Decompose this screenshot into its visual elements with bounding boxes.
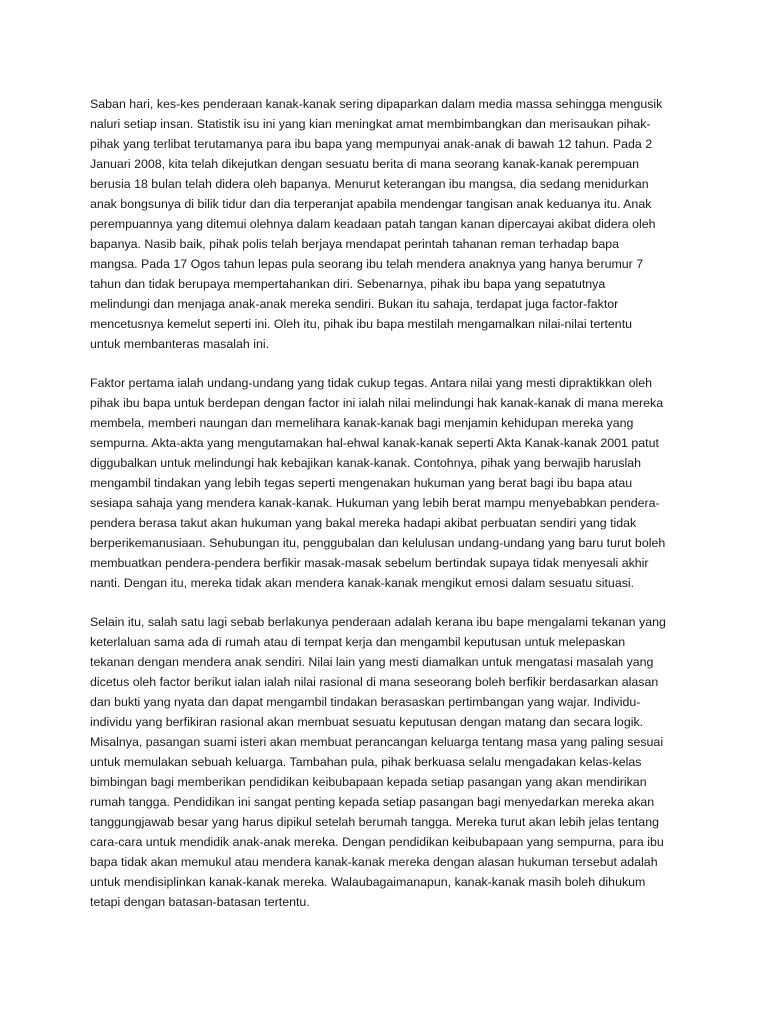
text-line: sempurna. Akta-akta yang mengutamakan hal-ehwal kanak-kanak seperti Akta Kanak-kanak 2001 patut bbox=[90, 436, 659, 450]
text-line: Misalnya, pasangan suami isteri akan membuat perancangan keluarga tentang masa yang paling sesuai bbox=[90, 735, 664, 749]
text-line: diggubalkan untuk melindungi hak kebajikan kanak-kanak. Contohnya, pihak yang berwajib haruslah bbox=[90, 456, 642, 470]
text-line: tetapi dengan batasan-batasan tertentu. bbox=[90, 895, 310, 909]
text-line: rumah tangga. Pendidikan ini sangat penting kepada setiap pasangan bagi menyedarkan mereka akan bbox=[90, 795, 655, 809]
text-line: mengambil tindakan yang lebih tegas seperti mengenakan hukuman yang berat bagi ibu bapa atau bbox=[90, 476, 633, 490]
text-line: cara-cara untuk mendidik anak-anak mereka. Dengan pendidikan keibubapaan yang sempurna, para ibu bbox=[90, 835, 664, 849]
text-line: Selain itu, salah satu lagi sebab berlakunya penderaan adalah kerana ibu bape mengalami tekanan yang bbox=[90, 615, 666, 629]
text-line: dan bukti yang nyata dan dapat mengambil tindakan berasaskan pertimbangan yang wajar. Individu- bbox=[90, 695, 641, 709]
text-line: membuatkan pendera-pendera berfikir masak-masak sebelum bertindak supaya tidak menyesali akhir bbox=[90, 556, 649, 570]
text-line: anak bongsunya di bilik tidur dan dia terperanjat apabila mendengar tangisan anak keduanya itu. Anak bbox=[90, 197, 652, 211]
paragraph-first-factor bbox=[90, 373, 688, 593]
text-line: tahun dan tidak berupaya mempertahankan diri. Sebenarnya, pihak ibu bapa yang sepatutnya bbox=[90, 277, 606, 291]
text-line: tanggungjawab besar yang harus dipikul setelah berumah tangga. Mereka turut akan lebih jelas tentang bbox=[90, 815, 659, 829]
paragraph-second-factor bbox=[90, 612, 688, 912]
text-line: berperikemanusiaan. Sehubungan itu, penggubalan dan kelulusan undang-undang yang baru turut boleh bbox=[90, 536, 666, 550]
text-line: bimbingan bagi memberikan pendidikan keibubapaan kepada setiap pasangan yang akan mendirikan bbox=[90, 775, 647, 789]
text-line: berusia 18 bulan telah didera oleh bapanya. Menurut keterangan ibu mangsa, dia sedang menidurkan bbox=[90, 177, 649, 191]
text-line: Januari 2008, kita telah dikejutkan dengan sesuatu berita di mana seorang kanak-kanak perempuan bbox=[90, 157, 639, 171]
text-line: melindungi dan menjaga anak-anak mereka sendiri. Bukan itu sahaja, terdapat juga factor-faktor bbox=[90, 297, 619, 311]
text-line: dicetus oleh factor berikut ialan ialah nilai rasional di mana seseorang boleh berfikir berdasarkan alasan bbox=[90, 675, 659, 689]
text-line: untuk memulakan sebuah keluarga. Tambahan pula, pihak berkuasa selalu mengadakan kelas-kelas bbox=[90, 755, 642, 769]
text-line: pihak yang terlibat terutamanya para ibu bapa yang mempunyai anak-anak di bawah 12 tahun. Pada 2 bbox=[90, 137, 653, 151]
text-line: perempuannya yang ditemui olehnya dalam keadaan patah tangan kanan dipercayai akibat didera oleh bbox=[90, 217, 656, 231]
text-line: bapanya. Nasib baik, pihak polis telah berjaya mendapat perintah tahanan reman terhadap bapa bbox=[90, 237, 620, 251]
text-line: mangsa. Pada 17 Ogos tahun lepas pula seorang ibu telah mendera anaknya yang hanya berumur 7 bbox=[90, 257, 644, 271]
text-line: keterlaluan sama ada di rumah atau di tempat kerja dan mengambil keputusan untuk melepaskan bbox=[90, 635, 626, 649]
text-line: sesiapa sahaja yang mendera kanak-kanak. Hukuman yang lebih berat mampu menyebabkan pendera- bbox=[90, 496, 660, 510]
text-line: untuk mendisiplinkan kanak-kanak mereka. Walaubagaimanapun, kanak-kanak masih boleh dihukum bbox=[90, 875, 646, 889]
text-line: individu yang berfikiran rasional akan membuat sesuatu keputusan dengan matang dan secara logik. bbox=[90, 715, 644, 729]
paragraph-intro bbox=[90, 94, 688, 354]
text-line: Faktor pertama ialah undang-undang yang tidak cukup tegas. Antara nilai yang mesti dipraktikkan oleh bbox=[90, 376, 653, 390]
text-line: naluri setiap insan. Statistik isu ini yang kian meningkat amat membimbangkan dan merisaukan pihak- bbox=[90, 117, 651, 131]
text-line: pihak ibu bapa untuk berdepan dengan factor ini ialah nilai melindungi hak kanak-kanak di mana mereka bbox=[90, 396, 664, 410]
text-line: untuk membanteras masalah ini. bbox=[90, 337, 270, 351]
text-line: Saban hari, kes-kes penderaan kanak-kanak sering dipaparkan dalam media massa sehingga mengusik bbox=[90, 97, 663, 111]
text-line: tekanan dengan mendera anak sendiri. Nilai lain yang mesti diamalkan untuk mengatasi masalah yang bbox=[90, 655, 654, 669]
text-line: pendera berasa takut akan hukuman yang bakal mereka hadapi akibat perbuatan sendiri yang tidak bbox=[90, 516, 637, 530]
text-line: bapa tidak akan memukul atau mendera kanak-kanak mereka dengan alasan hukuman tersebut adalah bbox=[90, 855, 658, 869]
text-line: mencetusnya kemelut seperti ini. Oleh itu, pihak ibu bapa mestilah mengamalkan nilai-nilai tertentu bbox=[90, 317, 633, 331]
text-line: membela, memberi naungan dan memelihara kanak-kanak bagi menjamin kehidupan mereka yang bbox=[90, 416, 634, 430]
text-line: nanti. Dengan itu, mereka tidak akan mendera kanak-kanak mengikut emosi dalam sesuatu situasi. bbox=[90, 576, 635, 590]
